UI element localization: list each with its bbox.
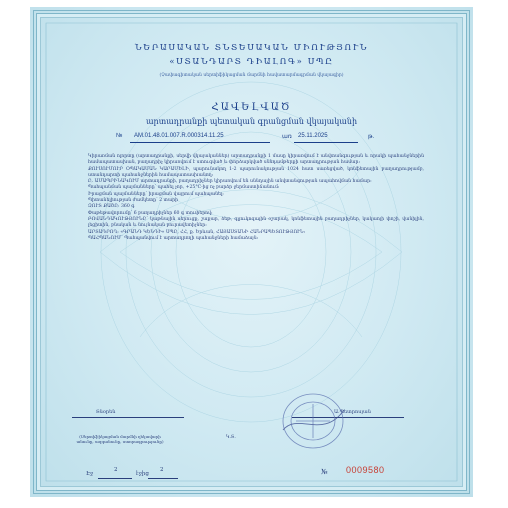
page-number-line [98,478,132,479]
stamp-place-label: Կ.Տ. [226,435,236,440]
org-line-1: ՆԵՐԱՍԱԿԱՆ ՏՆՏԵՍԱԿԱՆ ՄԻՈՒԹՅՈՒՆ [134,43,369,53]
page-label: Էջ [86,471,94,477]
registration-date-line [294,142,358,143]
serial-number: 0009580 [346,465,385,475]
document-title: ՀԱՎԵԼՎԱԾ [211,102,292,113]
page-number: 2 [114,467,118,473]
org-subtitle: (Չափագիտական սերտիֆիկացման մարմնի հավատարմագրման վկայագիր) [159,73,344,78]
body-paragraph: Փաթեթավորումը՝ 6 բաղադրիչներ 60 գ տուփերով։ [88,210,213,216]
body-paragraph: Պահպանման պայմանները՝ պահել չոր, +25°C-ից ոչ բարձր ջերմաստիճանում։ [88,185,280,191]
registration-date: 25.11.2025 [298,133,328,139]
serial-label: № [321,468,328,476]
official-stamp-icon [278,390,348,452]
signature-line-left [72,417,184,418]
body-paragraph: ՔՈՒՍՈՒՄՈՒՐ ՕՊԱԿԱՄԱՆ ԿԱՐԱՄԵԼԻ, պարունակող 1-2 պարունակության 1024 հատ սառեցված, կոնֆետային բաղադրությամբ, ստանդարտի պահանջներին համապատասխանող։ [88,166,424,178]
registration-number-line [130,142,270,143]
registration-number: AM.01.48.01.007.R.000314.11.25 [134,133,224,139]
total-pages-line [148,478,178,479]
of-pages-label: էջից [136,471,149,477]
body-paragraph: ԱՐՏԱԴՐՈՂ: «ԳՐԱՆԴ ԿԵՆԴԻ» ՍՊԸ, ՀՀ, ք. Երևան, ՀԱՅԱՍՏԱՆԻ ՀԱՆՐԱՊԵՏՈՒԹՅՈՒՆ։ [88,229,306,235]
body-paragraph: ԶՈՒՏ ՔԱՇԸ: 360 գ [88,204,135,210]
body-paragraph: Իրացման պայմանները՝ իրացման վայրում պահպանել։ [88,191,224,197]
body-paragraph: Պիտանելիության ժամկետը՝ 2 տարի [88,198,179,204]
registration-date-label: առ [282,134,292,140]
document-subtitle: արտադրանքի պետական գրանցման վկայականի [145,117,358,126]
decorative-border [33,10,470,494]
bottom-note: (Սերտիֆիկացման մարմնի ղեկավարի անունը, ազգանունը, ստորագրությունը) [76,434,164,444]
body-paragraph: ԲՈՎԱՆԴԱԿՈՒԹՅՈՒՆԸ՝ կաթնային սերուցք, շաքար, ձեթ, գլյուկոզային օշարակ, կոնֆետային բաղադրիչներ, կակաոյի փոշի, վանիլին, լեցիտին, բնական և նույնական բուրավետիչներ։ [88,216,424,229]
registration-year-suffix: թ. [368,134,375,140]
certificate-sheet [30,7,473,497]
registration-row [30,133,473,145]
body-paragraph: Կիրառման ոլորտը (արտադրանքի, սերվի վկայականներ) արտադրանքի 1 մասը կիրառվում է անվտանգության և որակի պահանջներին համապատասխան, բաղադրիչ կիրառվում է ստուգված և փորձարկված սննդամթերքի արտադրության համար։ [88,154,424,166]
certificate-body [88,154,424,242]
signature-left-label: Տնօրեն [96,409,116,415]
total-pages: 2 [160,467,164,473]
registration-no-label: № [116,133,123,139]
org-line-2: «ՍՏԱՆԴԱՐՏ ԴԻԱԼՈԳ» ՍՊԸ [169,57,334,67]
body-paragraph: ՊԱՀՊԱՆՈՒՄ՝ Պահպանվում է արտադրողի պահանջների համաձայն։ [88,235,259,241]
body-paragraph: Ը. ԱՄԱՊՐԻՆԱԿՈՒՄ արտադրանքի, բաղադրիչներ կիրառվում են սննդային անվտանգության ապահովման համար։ [88,179,372,185]
signature-right-label: Ա.Պետրոսյան [334,409,371,415]
